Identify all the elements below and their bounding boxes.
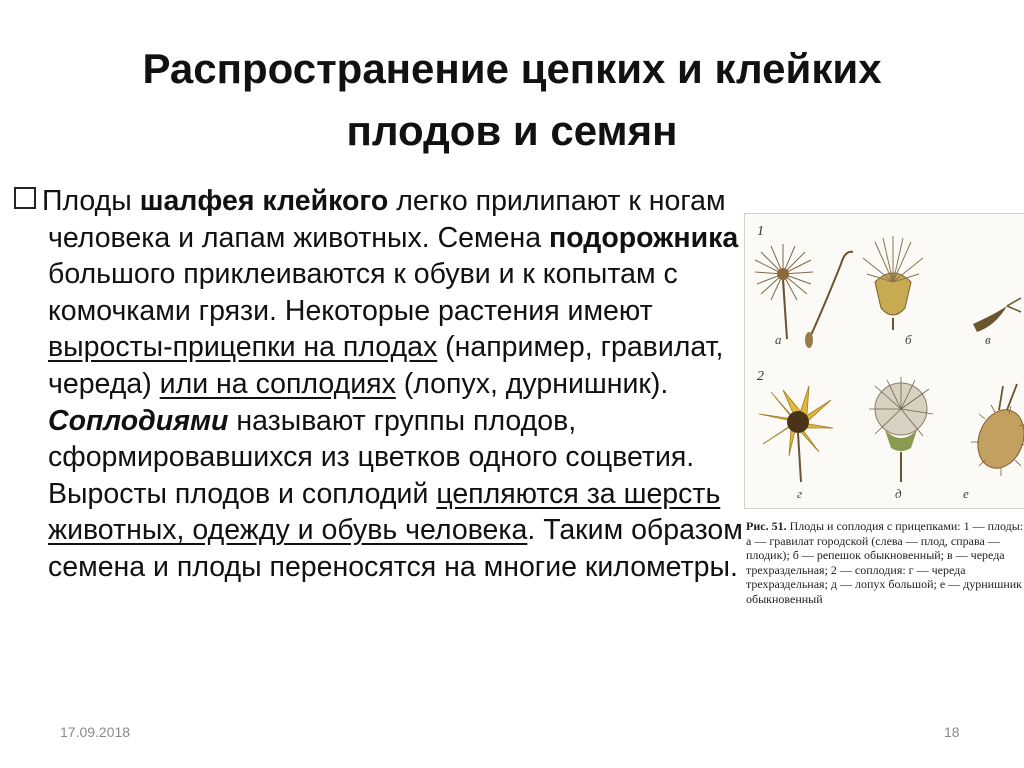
avens-fruit-icon xyxy=(755,244,813,339)
underlined-phrase: или на соплодиях xyxy=(159,367,396,400)
cocklebur-fruit-icon xyxy=(970,384,1024,476)
figure-letter: б xyxy=(905,332,912,347)
text-segment: (например, гравилат, череда) xyxy=(48,331,724,400)
underlined-phrase: выросты-прицепки на плодах xyxy=(48,331,438,364)
figure-letter: в xyxy=(985,332,991,347)
figure-caption xyxy=(746,519,1024,607)
agrimony-fruit-icon xyxy=(863,236,923,330)
body-text xyxy=(14,183,778,586)
text-segment: большого приклеиваются к обуви и к копытам с комочками грязи. Некоторые растения имеют xyxy=(48,258,678,327)
burdock-head-icon xyxy=(869,377,933,482)
figure-letter: г xyxy=(797,486,803,501)
title-line-2: плодов и семян xyxy=(346,107,678,154)
text-segment: называют группы плодов, сформировавшихся из цветков одного соцветия. Выросты плодов и соплодий xyxy=(48,404,695,510)
bold-term-plantain: подорожника xyxy=(548,221,739,254)
caption-details: 1 — плоды: а — гравилат городской (слева — плод, справа — плодик); б — репешок обыкновенный; в — череда трехраздельная; 2 — соплодия: г — череда трехраздельная; д — лопух большой; е — дурнишник обыкновенный xyxy=(746,519,1024,606)
caption-label: Рис. 51. xyxy=(746,519,787,533)
checkbox-bullet-icon xyxy=(14,187,36,209)
bidens-head-icon xyxy=(759,386,833,482)
fruit-illustration xyxy=(744,213,1024,509)
title-line-1: Распространение цепких и клейких xyxy=(142,45,882,92)
text-segment: легко прилипают к ногам человека и лапам животных. Семена xyxy=(48,185,726,254)
caption-text: Плоды и соплодия с прицепками: xyxy=(786,519,964,533)
figure-row-number: 1 xyxy=(757,224,764,239)
bold-italic-term-infructescence: Соплодиями xyxy=(48,404,229,437)
footer-date: 17.09.2018 xyxy=(60,724,131,740)
figure-letter: е xyxy=(963,486,969,501)
underlined-phrase: цепляются за шерсть животных, одежду и обувь человека xyxy=(48,477,721,547)
text-segment: Плоды xyxy=(42,185,140,217)
bold-term-salvia: шалфея клейкого xyxy=(139,185,389,217)
figure-letter: д xyxy=(895,486,902,501)
avens-fruitlet-icon xyxy=(805,252,853,348)
slide-title xyxy=(60,38,964,162)
text-segment: . Таким образом семена и плоды переносятся на многие километры. xyxy=(48,514,743,583)
bidens-achene-icon xyxy=(973,298,1021,332)
figure-letter: а xyxy=(775,332,782,347)
slide-number: 18 xyxy=(944,724,960,740)
figure-row-number: 2 xyxy=(757,369,764,384)
fruit-drawings xyxy=(745,214,1024,509)
text-segment: (лопух, дурнишник). xyxy=(395,367,669,400)
